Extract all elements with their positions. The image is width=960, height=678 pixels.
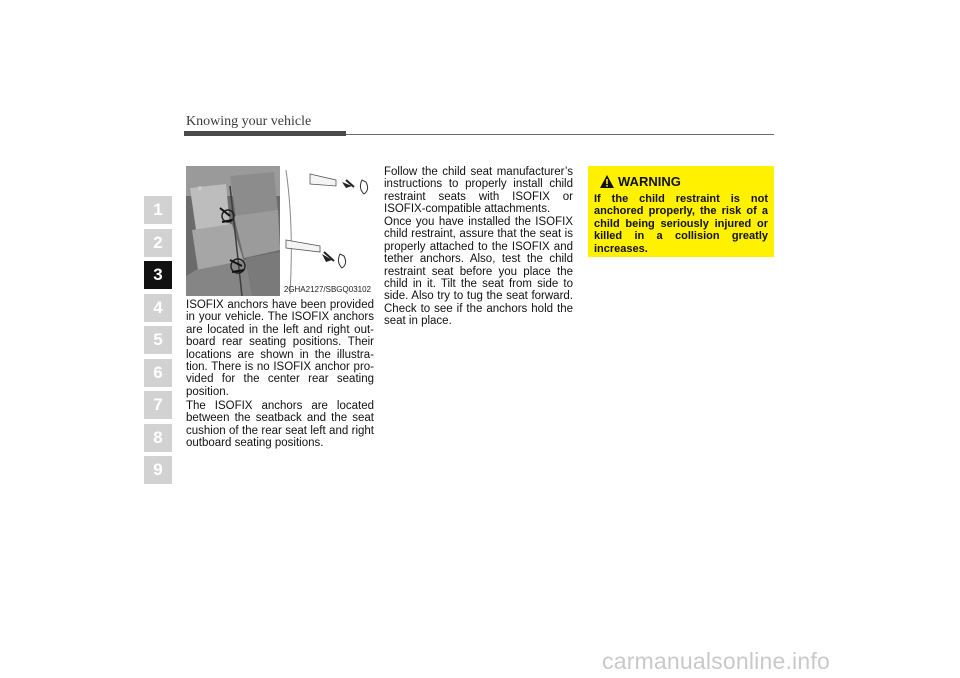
- install-check-paragraph: Once you have installed the ISOFIX child restraint, assure that the seat is properly attached to the ISOFIX and tether anchors. Also, test the child restraint seat before you place the child in it. Tilt the seat from side to side. Also try to tug the seat forward. Check to see if the anchors hold the seat in place.: [384, 216, 573, 328]
- warning-text: If the child restraint is not anchored properly, the risk of a child being seriously injured or killed in a collision greatly increases.: [594, 193, 768, 255]
- chapter-tab-8[interactable]: 8: [144, 424, 172, 452]
- warning-box: [588, 166, 774, 257]
- rear-seat-drawing: [186, 166, 374, 296]
- chapter-tabs: [144, 196, 172, 489]
- warning-label: WARNING: [618, 174, 681, 189]
- svg-text:≡: ≡: [198, 186, 202, 192]
- warning-triangle-icon: [600, 175, 614, 188]
- chapter-tab-4[interactable]: 4: [144, 294, 172, 322]
- warning-header: [600, 174, 768, 189]
- chapter-tab-9[interactable]: 9: [144, 456, 172, 484]
- install-instructions-paragraph: Follow the child seat manufacturer’s instructions to properly install child restraint seats with ISOFIX or ISOFIX-compatible attachments.: [384, 166, 573, 216]
- chapter-tab-1[interactable]: 1: [144, 196, 172, 224]
- isofix-location-paragraph: The ISOFIX anchors are located between the seatback and the seat cushion of the rear seat left and right outboard seating positions.: [186, 400, 374, 450]
- chapter-tab-5[interactable]: 5: [144, 326, 172, 354]
- header-rule-accent: [184, 131, 346, 136]
- isofix-intro-paragraph: ISOFIX anchors have been provided in your vehicle. The ISOFIX anchors are located in the left and right out-board rear seating positions. Their locations are shown in the illustra-tion. There is no ISOFIX anchor pro-vided for the center rear seating position.: [186, 299, 374, 398]
- section-title: Knowing your vehicle: [186, 114, 312, 129]
- chapter-tab-7[interactable]: 7: [144, 391, 172, 419]
- figure-code: 2GHA2127/SBGQ03102: [283, 285, 371, 294]
- chapter-tab-2[interactable]: 2: [144, 229, 172, 257]
- watermark: carmanualsonline.info: [602, 648, 830, 674]
- isofix-anchor-illustration: [186, 166, 374, 296]
- header-rule: [346, 134, 774, 135]
- chapter-tab-6[interactable]: 6: [144, 359, 172, 387]
- chapter-tab-3[interactable]: 3: [144, 261, 172, 289]
